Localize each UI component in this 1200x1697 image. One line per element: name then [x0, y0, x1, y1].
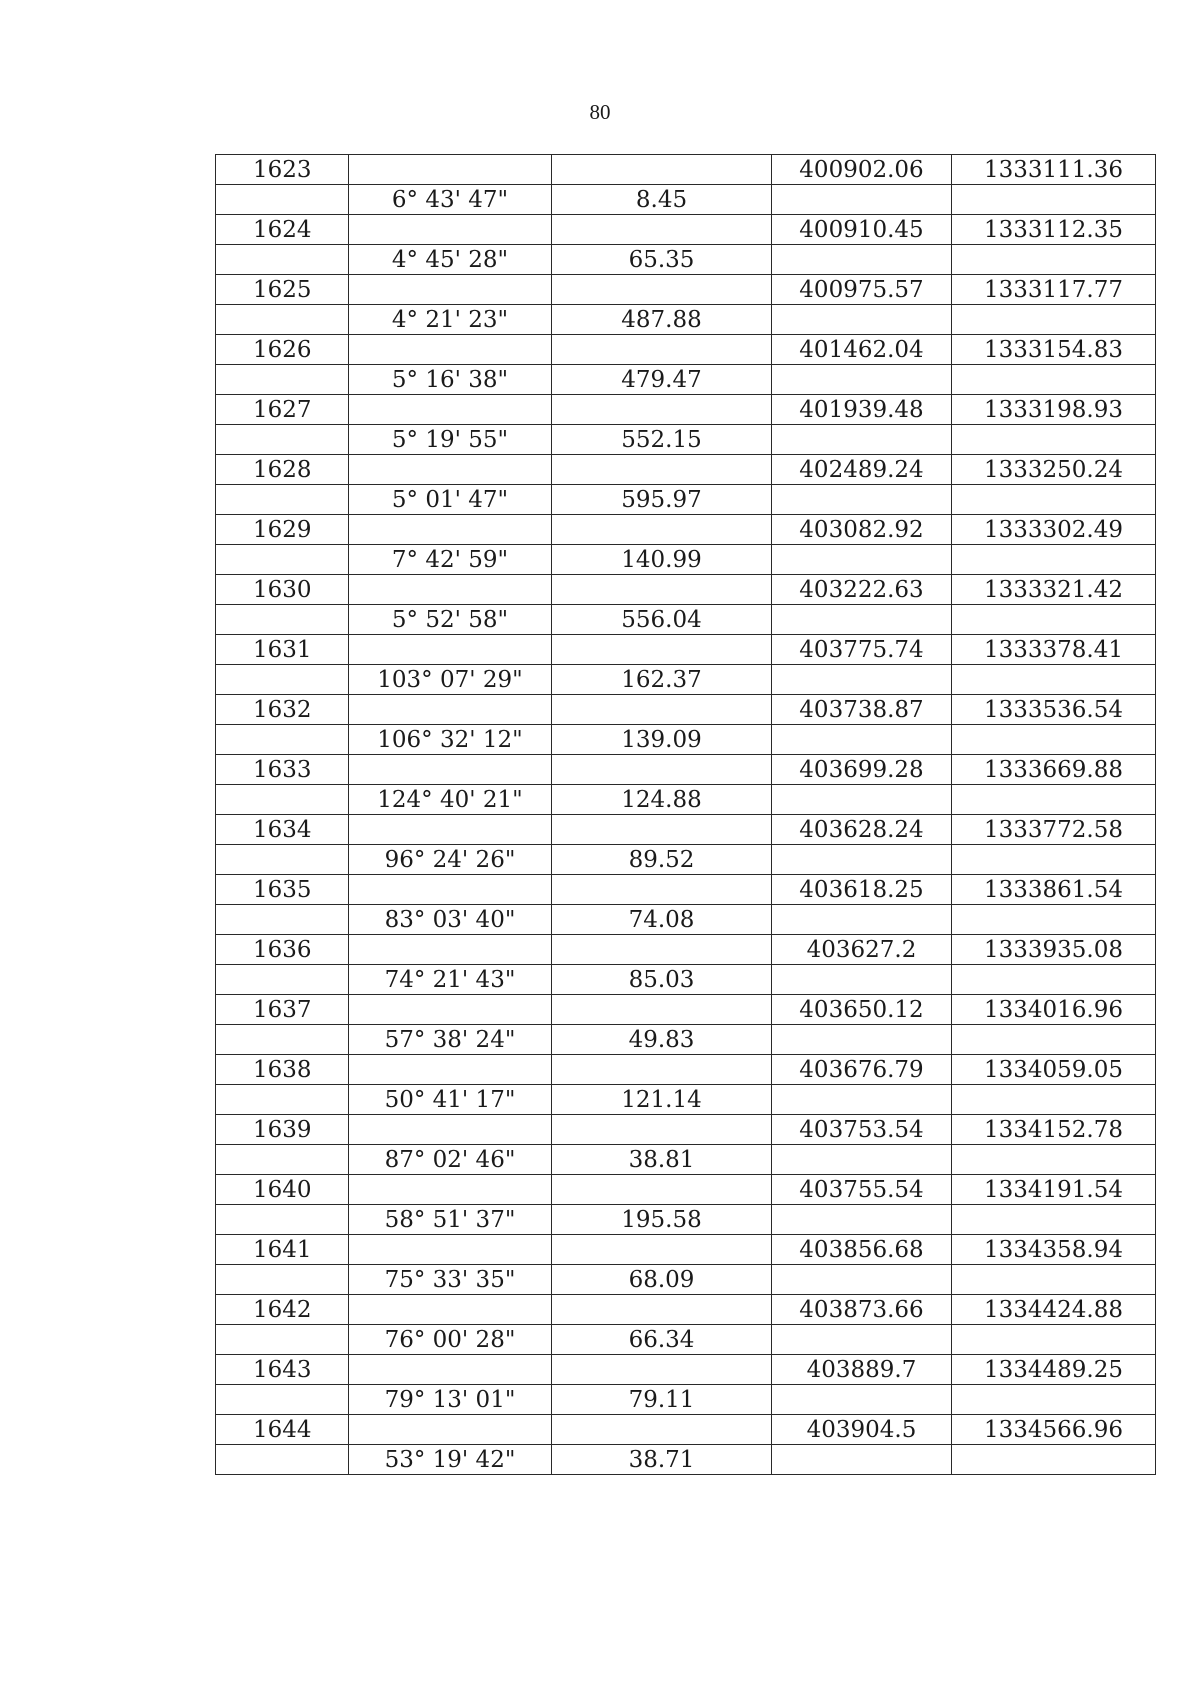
traverse-row [216, 425, 1156, 455]
bearing-value: 6° 43' 47" [349, 185, 552, 215]
easting-value: 1333198.93 [952, 395, 1156, 425]
empty-easting-cell [952, 1085, 1156, 1115]
station-number: 1641 [216, 1235, 349, 1265]
distance-value: 487.88 [552, 305, 772, 335]
empty-distance-cell [552, 455, 772, 485]
empty-station-cell [216, 1265, 349, 1295]
empty-bearing-cell [349, 455, 552, 485]
empty-bearing-cell [349, 395, 552, 425]
empty-distance-cell [552, 335, 772, 365]
station-row [216, 1355, 1156, 1385]
station-number: 1635 [216, 875, 349, 905]
bearing-value: 57° 38' 24" [349, 1025, 552, 1055]
distance-value: 65.35 [552, 245, 772, 275]
bearing-value: 124° 40' 21" [349, 785, 552, 815]
empty-easting-cell [952, 305, 1156, 335]
distance-value: 124.88 [552, 785, 772, 815]
easting-value: 1333378.41 [952, 635, 1156, 665]
empty-northing-cell [772, 185, 952, 215]
station-row [216, 875, 1156, 905]
bearing-value: 74° 21' 43" [349, 965, 552, 995]
northing-value: 403082.92 [772, 515, 952, 545]
empty-station-cell [216, 1325, 349, 1355]
empty-easting-cell [952, 725, 1156, 755]
bearing-value: 79° 13' 01" [349, 1385, 552, 1415]
empty-easting-cell [952, 845, 1156, 875]
station-row [216, 455, 1156, 485]
station-row [216, 335, 1156, 365]
empty-bearing-cell [349, 875, 552, 905]
northing-value: 403618.25 [772, 875, 952, 905]
traverse-row [216, 1085, 1156, 1115]
empty-easting-cell [952, 665, 1156, 695]
station-number: 1643 [216, 1355, 349, 1385]
empty-bearing-cell [349, 1235, 552, 1265]
easting-value: 1334016.96 [952, 995, 1156, 1025]
empty-distance-cell [552, 395, 772, 425]
northing-value: 403699.28 [772, 755, 952, 785]
empty-easting-cell [952, 1325, 1156, 1355]
empty-bearing-cell [349, 995, 552, 1025]
empty-distance-cell [552, 695, 772, 725]
easting-value: 1333117.77 [952, 275, 1156, 305]
northing-value: 401939.48 [772, 395, 952, 425]
station-row [216, 1115, 1156, 1145]
station-number: 1630 [216, 575, 349, 605]
bearing-value: 50° 41' 17" [349, 1085, 552, 1115]
station-number: 1640 [216, 1175, 349, 1205]
empty-station-cell [216, 845, 349, 875]
northing-value: 403755.54 [772, 1175, 952, 1205]
empty-station-cell [216, 1085, 349, 1115]
bearing-value: 4° 45' 28" [349, 245, 552, 275]
station-row [216, 155, 1156, 185]
empty-station-cell [216, 1445, 349, 1475]
empty-distance-cell [552, 275, 772, 305]
distance-value: 68.09 [552, 1265, 772, 1295]
empty-station-cell [216, 905, 349, 935]
traverse-row [216, 905, 1156, 935]
station-row [216, 635, 1156, 665]
station-number: 1629 [216, 515, 349, 545]
northing-value: 403904.5 [772, 1415, 952, 1445]
northing-value: 403775.74 [772, 635, 952, 665]
bearing-value: 83° 03' 40" [349, 905, 552, 935]
empty-distance-cell [552, 815, 772, 845]
easting-value: 1333935.08 [952, 935, 1156, 965]
bearing-value: 58° 51' 37" [349, 1205, 552, 1235]
northing-value: 403222.63 [772, 575, 952, 605]
empty-easting-cell [952, 1265, 1156, 1295]
station-number: 1636 [216, 935, 349, 965]
bearing-value: 5° 16' 38" [349, 365, 552, 395]
station-row [216, 695, 1156, 725]
empty-bearing-cell [349, 695, 552, 725]
empty-distance-cell [552, 1055, 772, 1085]
distance-value: 162.37 [552, 665, 772, 695]
empty-easting-cell [952, 425, 1156, 455]
traverse-row [216, 1145, 1156, 1175]
easting-value: 1334059.05 [952, 1055, 1156, 1085]
empty-distance-cell [552, 935, 772, 965]
station-row [216, 575, 1156, 605]
northing-value: 403856.68 [772, 1235, 952, 1265]
bearing-value: 75° 33' 35" [349, 1265, 552, 1295]
empty-distance-cell [552, 575, 772, 605]
empty-northing-cell [772, 305, 952, 335]
easting-value: 1334152.78 [952, 1115, 1156, 1145]
empty-station-cell [216, 1205, 349, 1235]
empty-easting-cell [952, 1205, 1156, 1235]
traverse-row [216, 365, 1156, 395]
bearing-value: 87° 02' 46" [349, 1145, 552, 1175]
empty-distance-cell [552, 1355, 772, 1385]
distance-value: 139.09 [552, 725, 772, 755]
empty-easting-cell [952, 485, 1156, 515]
empty-station-cell [216, 1025, 349, 1055]
traverse-row [216, 1025, 1156, 1055]
station-number: 1626 [216, 335, 349, 365]
distance-value: 479.47 [552, 365, 772, 395]
empty-northing-cell [772, 1145, 952, 1175]
northing-value: 401462.04 [772, 335, 952, 365]
northing-value: 403873.66 [772, 1295, 952, 1325]
empty-distance-cell [552, 215, 772, 245]
easting-value: 1333302.49 [952, 515, 1156, 545]
distance-value: 556.04 [552, 605, 772, 635]
empty-station-cell [216, 245, 349, 275]
empty-distance-cell [552, 1115, 772, 1145]
easting-value: 1334489.25 [952, 1355, 1156, 1385]
empty-bearing-cell [349, 935, 552, 965]
bearing-value: 103° 07' 29" [349, 665, 552, 695]
distance-value: 121.14 [552, 1085, 772, 1115]
distance-value: 85.03 [552, 965, 772, 995]
station-number: 1627 [216, 395, 349, 425]
empty-distance-cell [552, 995, 772, 1025]
traverse-row [216, 1325, 1156, 1355]
empty-northing-cell [772, 545, 952, 575]
northing-value: 403628.24 [772, 815, 952, 845]
station-number: 1644 [216, 1415, 349, 1445]
distance-value: 140.99 [552, 545, 772, 575]
bearing-value: 7° 42' 59" [349, 545, 552, 575]
traverse-row [216, 1265, 1156, 1295]
empty-northing-cell [772, 1445, 952, 1475]
empty-easting-cell [952, 365, 1156, 395]
distance-value: 89.52 [552, 845, 772, 875]
empty-easting-cell [952, 545, 1156, 575]
station-row [216, 1295, 1156, 1325]
station-row [216, 1235, 1156, 1265]
empty-northing-cell [772, 485, 952, 515]
empty-station-cell [216, 1145, 349, 1175]
station-number: 1639 [216, 1115, 349, 1145]
traverse-row [216, 845, 1156, 875]
station-row [216, 395, 1156, 425]
empty-northing-cell [772, 725, 952, 755]
empty-distance-cell [552, 1235, 772, 1265]
empty-northing-cell [772, 965, 952, 995]
empty-distance-cell [552, 155, 772, 185]
station-number: 1633 [216, 755, 349, 785]
easting-value: 1333772.58 [952, 815, 1156, 845]
northing-value: 403650.12 [772, 995, 952, 1025]
easting-value: 1334424.88 [952, 1295, 1156, 1325]
distance-value: 49.83 [552, 1025, 772, 1055]
empty-northing-cell [772, 1265, 952, 1295]
empty-bearing-cell [349, 335, 552, 365]
traverse-row [216, 245, 1156, 275]
station-number: 1631 [216, 635, 349, 665]
empty-station-cell [216, 1385, 349, 1415]
traverse-row [216, 305, 1156, 335]
empty-northing-cell [772, 785, 952, 815]
empty-station-cell [216, 305, 349, 335]
traverse-row [216, 1445, 1156, 1475]
empty-distance-cell [552, 1295, 772, 1325]
distance-value: 595.97 [552, 485, 772, 515]
empty-easting-cell [952, 1025, 1156, 1055]
empty-easting-cell [952, 785, 1156, 815]
northing-value: 400910.45 [772, 215, 952, 245]
empty-station-cell [216, 965, 349, 995]
station-number: 1637 [216, 995, 349, 1025]
station-row [216, 815, 1156, 845]
empty-easting-cell [952, 905, 1156, 935]
station-row [216, 755, 1156, 785]
empty-bearing-cell [349, 1115, 552, 1145]
easting-value: 1333154.83 [952, 335, 1156, 365]
empty-northing-cell [772, 1205, 952, 1235]
northing-value: 402489.24 [772, 455, 952, 485]
empty-station-cell [216, 605, 349, 635]
empty-bearing-cell [349, 1055, 552, 1085]
distance-value: 8.45 [552, 185, 772, 215]
station-number: 1623 [216, 155, 349, 185]
station-row [216, 995, 1156, 1025]
station-row [216, 935, 1156, 965]
easting-value: 1333112.35 [952, 215, 1156, 245]
empty-bearing-cell [349, 1355, 552, 1385]
distance-value: 38.71 [552, 1445, 772, 1475]
distance-value: 195.58 [552, 1205, 772, 1235]
empty-bearing-cell [349, 815, 552, 845]
station-number: 1632 [216, 695, 349, 725]
traverse-row [216, 665, 1156, 695]
empty-bearing-cell [349, 275, 552, 305]
station-row [216, 275, 1156, 305]
traverse-row [216, 185, 1156, 215]
empty-easting-cell [952, 1445, 1156, 1475]
easting-value: 1333321.42 [952, 575, 1156, 605]
bearing-value: 53° 19' 42" [349, 1445, 552, 1475]
empty-northing-cell [772, 1385, 952, 1415]
bearing-value: 4° 21' 23" [349, 305, 552, 335]
easting-value: 1333250.24 [952, 455, 1156, 485]
survey-coordinates-table [215, 154, 1156, 1475]
northing-value: 400975.57 [772, 275, 952, 305]
northing-value: 403753.54 [772, 1115, 952, 1145]
northing-value: 400902.06 [772, 155, 952, 185]
empty-northing-cell [772, 1025, 952, 1055]
empty-distance-cell [552, 875, 772, 905]
distance-value: 79.11 [552, 1385, 772, 1415]
empty-distance-cell [552, 1415, 772, 1445]
bearing-value: 106° 32' 12" [349, 725, 552, 755]
easting-value: 1333669.88 [952, 755, 1156, 785]
distance-value: 66.34 [552, 1325, 772, 1355]
empty-bearing-cell [349, 515, 552, 545]
empty-bearing-cell [349, 215, 552, 245]
empty-northing-cell [772, 245, 952, 275]
easting-value: 1333861.54 [952, 875, 1156, 905]
traverse-row [216, 545, 1156, 575]
station-number: 1628 [216, 455, 349, 485]
empty-distance-cell [552, 515, 772, 545]
empty-bearing-cell [349, 755, 552, 785]
station-row [216, 215, 1156, 245]
empty-northing-cell [772, 1085, 952, 1115]
empty-station-cell [216, 725, 349, 755]
distance-value: 552.15 [552, 425, 772, 455]
traverse-row [216, 605, 1156, 635]
easting-value: 1334358.94 [952, 1235, 1156, 1265]
empty-station-cell [216, 545, 349, 575]
station-number: 1642 [216, 1295, 349, 1325]
station-number: 1624 [216, 215, 349, 245]
traverse-row [216, 1205, 1156, 1235]
empty-easting-cell [952, 965, 1156, 995]
traverse-row [216, 725, 1156, 755]
empty-easting-cell [952, 1145, 1156, 1175]
station-row [216, 515, 1156, 545]
distance-value: 38.81 [552, 1145, 772, 1175]
empty-bearing-cell [349, 1175, 552, 1205]
empty-bearing-cell [349, 1415, 552, 1445]
empty-station-cell [216, 185, 349, 215]
empty-northing-cell [772, 425, 952, 455]
northing-value: 403627.2 [772, 935, 952, 965]
empty-northing-cell [772, 365, 952, 395]
station-number: 1634 [216, 815, 349, 845]
station-row [216, 1055, 1156, 1085]
station-row [216, 1415, 1156, 1445]
northing-value: 403676.79 [772, 1055, 952, 1085]
empty-northing-cell [772, 905, 952, 935]
traverse-row [216, 965, 1156, 995]
empty-station-cell [216, 485, 349, 515]
traverse-row [216, 785, 1156, 815]
empty-easting-cell [952, 605, 1156, 635]
empty-easting-cell [952, 1385, 1156, 1415]
empty-northing-cell [772, 665, 952, 695]
bearing-value: 96° 24' 26" [349, 845, 552, 875]
empty-northing-cell [772, 1325, 952, 1355]
empty-bearing-cell [349, 575, 552, 605]
distance-value: 74.08 [552, 905, 772, 935]
empty-bearing-cell [349, 635, 552, 665]
easting-value: 1334191.54 [952, 1175, 1156, 1205]
traverse-row [216, 1385, 1156, 1415]
empty-northing-cell [772, 845, 952, 875]
bearing-value: 76° 00' 28" [349, 1325, 552, 1355]
empty-bearing-cell [349, 155, 552, 185]
bearing-value: 5° 52' 58" [349, 605, 552, 635]
table-body [216, 155, 1156, 1475]
empty-bearing-cell [349, 1295, 552, 1325]
bearing-value: 5° 01' 47" [349, 485, 552, 515]
empty-easting-cell [952, 185, 1156, 215]
empty-distance-cell [552, 635, 772, 665]
easting-value: 1334566.96 [952, 1415, 1156, 1445]
empty-distance-cell [552, 755, 772, 785]
empty-easting-cell [952, 245, 1156, 275]
empty-station-cell [216, 665, 349, 695]
easting-value: 1333536.54 [952, 695, 1156, 725]
empty-station-cell [216, 365, 349, 395]
northing-value: 403889.7 [772, 1355, 952, 1385]
station-number: 1625 [216, 275, 349, 305]
station-number: 1638 [216, 1055, 349, 1085]
easting-value: 1333111.36 [952, 155, 1156, 185]
page-number: 80 [589, 100, 611, 124]
empty-northing-cell [772, 605, 952, 635]
empty-station-cell [216, 785, 349, 815]
empty-station-cell [216, 425, 349, 455]
traverse-row [216, 485, 1156, 515]
station-row [216, 1175, 1156, 1205]
northing-value: 403738.87 [772, 695, 952, 725]
bearing-value: 5° 19' 55" [349, 425, 552, 455]
empty-distance-cell [552, 1175, 772, 1205]
